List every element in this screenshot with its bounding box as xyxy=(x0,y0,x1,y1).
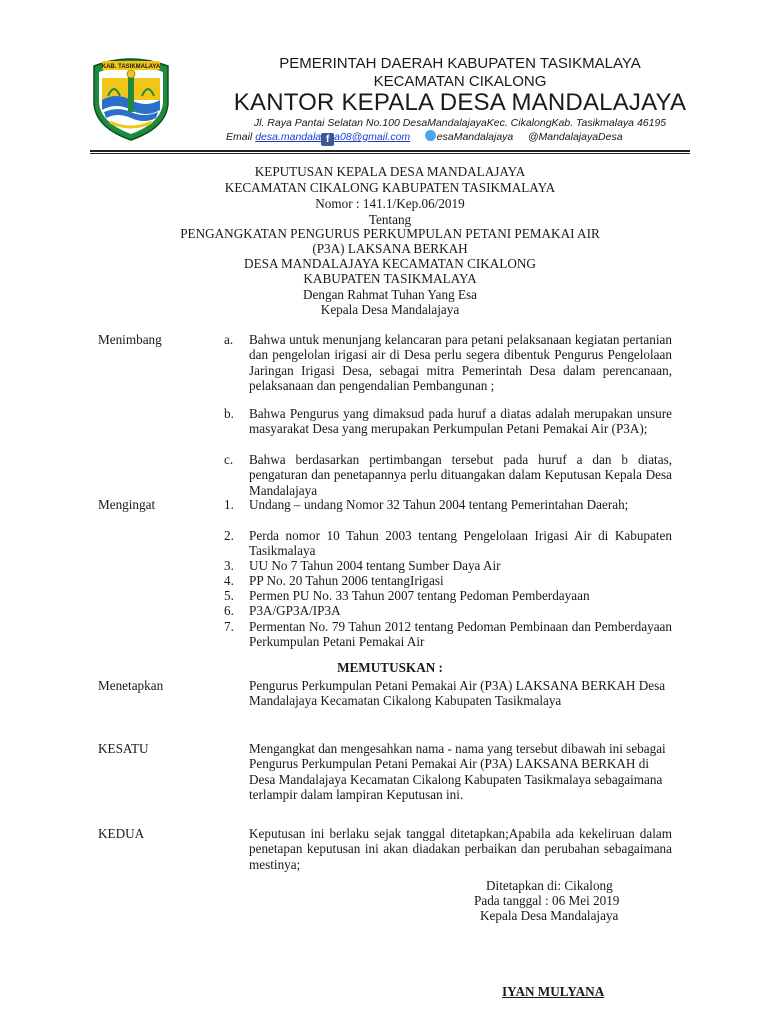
decree-invocation: Dengan Rahmat Tuhan Yang Esa xyxy=(303,287,477,302)
list-marker: c. xyxy=(224,452,234,467)
list-item-text: Bahwa berdasarkan pertimbangan tersebut pada huruf a dan b diatas, pengaturan dan penetapannya perlu dituangakan dalam Keputusan Kepala Desa Mandalajaya xyxy=(249,452,672,498)
decree-subject-line1: PENGANGKATAN PENGURUS PERKUMPULAN PETANI PEMAKAI AIR xyxy=(180,226,600,241)
email-link-part1[interactable]: desa.mandala xyxy=(255,131,322,143)
twitter-handle: esaMandalajaya xyxy=(436,131,514,143)
section-label-mengingat: Mengingat xyxy=(98,497,156,512)
decree-number: Nomor : 141.1/Kep.06/2019 xyxy=(315,196,465,211)
menetapkan-text: Pengurus Perkumpulan Petani Pemakai Air (P3A) LAKSANA BERKAH Desa Mandalajaya Kecamatan Cikalong Kabupaten Tasikmalaya xyxy=(249,678,666,709)
list-marker: 5. xyxy=(224,588,234,603)
list-marker: 3. xyxy=(224,558,234,573)
decree-subject-line4: KABUPATEN TASIKMALAYA xyxy=(303,271,477,286)
list-item-text: P3A/GP3A/IP3A xyxy=(249,603,341,618)
list-item-text: Bahwa untuk menunjang kelancaran para petani pelaksanaan kegiatan pertanian dan pengelolan irigasi air di Desa perlu segera dibentuk Pengurus Pengelolaan Jaringan Irigasi Desa, sebagai mitra Pemerintah Desa dalam perencanaan, pelaksanaan dan pengendalian Pembangunan ; xyxy=(249,332,672,393)
instagram-handle: @MandalajayaDesa xyxy=(527,131,623,143)
logo-banner-text: KAB. TASIKMALAYA xyxy=(101,64,161,70)
kesatu-text: Mengangkat dan mengesahkan nama - nama yang tersebut dibawah ini sebagai Pengurus Perkumpulan Petani Pemakai Air (P3A) LAKSANA BERKAH di Desa Mandalajaya Kecamatan Cikalong Kabupaten Tasikmalaya sebagaimana terlampir dalam lampiran Keputusan ini. xyxy=(249,741,666,802)
facebook-icon: f xyxy=(321,133,334,146)
letterhead-divider xyxy=(90,150,690,154)
list-item-text: Permen PU No. 33 Tahun 2007 tentang Pedoman Pemberdayaan xyxy=(249,588,590,603)
signatory-name: IYAN MULYANA xyxy=(502,984,605,999)
decree-subject-line3: DESA MANDALAJAYA KECAMATAN CIKALONG xyxy=(244,256,536,271)
section-label-menetapkan: Menetapkan xyxy=(98,678,164,693)
list-marker: 6. xyxy=(224,603,234,618)
twitter-icon xyxy=(425,130,436,141)
letterhead-office-name: KANTOR KEPALA DESA MANDALAJAYA xyxy=(233,89,687,116)
kedua-text: Keputusan ini berlaku sejak tanggal ditetapkan;Apabila ada kekeliruan dalam penetapan keputusan ini akan diadakan perbaikan dan perubahan sebagaimana mestinya; xyxy=(249,826,672,872)
decree-about-label: Tentang xyxy=(368,212,412,227)
list-item-text: Bahwa Pengurus yang dimaksud pada huruf a diatas adalah merupakan unsure masyarakat Desa yang merupakan Perkumpulan Petani Pemakai Air (P3A); xyxy=(249,406,672,437)
list-item-text: PP No. 20 Tahun 2006 tentangIrigasi xyxy=(249,573,444,588)
list-marker: b. xyxy=(224,406,234,421)
decree-title: KEPUTUSAN KEPALA DESA MANDALAJAYA xyxy=(254,164,526,179)
letterhead-government-line: PEMERINTAH DAERAH KABUPATEN TASIKMALAYA xyxy=(279,55,641,72)
list-marker: a. xyxy=(224,332,234,347)
section-label-kesatu: KESATU xyxy=(98,741,149,756)
signature-place: Ditetapkan di: Cikalong xyxy=(486,878,613,893)
section-label-kedua: KEDUA xyxy=(98,826,145,841)
list-marker: 1. xyxy=(224,497,234,512)
email-link-part2[interactable]: a08@gmail.com xyxy=(334,131,411,143)
decree-issuer: Kepala Desa Mandalajaya xyxy=(320,302,460,317)
kabupaten-emblem-logo xyxy=(88,52,174,142)
decree-title-region: KECAMATAN CIKALONG KABUPATEN TASIKMALAYA xyxy=(224,180,556,195)
list-marker: 2. xyxy=(224,528,234,543)
list-item-text: Perda nomor 10 Tahun 2003 tentang Pengelolaan Irigasi Air di Kabupaten Tasikmalaya xyxy=(249,528,672,559)
list-item-text: UU No 7 Tahun 2004 tentang Sumber Daya Air xyxy=(249,558,501,573)
list-item-text: Permentan No. 79 Tahun 2012 tentang Pedoman Pembinaan dan Pemberdayaan Perkumpulan Petani Pemakai Air xyxy=(249,619,672,650)
signature-date: Pada tanggal : 06 Mei 2019 xyxy=(474,893,620,908)
letterhead-district-line: KECAMATAN CIKALONG xyxy=(373,73,547,90)
list-marker: 4. xyxy=(224,573,234,588)
letterhead-contact xyxy=(226,130,623,146)
list-marker: 7. xyxy=(224,619,234,634)
letterhead-address: Jl. Raya Pantai Selatan No.100 DesaMandalajayaKec. CikalongKab. Tasikmalaya 46195 xyxy=(253,117,667,129)
email-label: Email xyxy=(226,131,253,143)
section-label-menimbang: Menimbang xyxy=(98,332,162,347)
list-item-text: Undang – undang Nomor 32 Tahun 2004 tentang Pemerintahan Daerah; xyxy=(249,497,629,512)
decree-subject-line2: (P3A) LAKSANA BERKAH xyxy=(312,241,468,256)
signature-title: Kepala Desa Mandalajaya xyxy=(480,908,619,923)
decision-heading: MEMUTUSKAN : xyxy=(337,660,443,675)
